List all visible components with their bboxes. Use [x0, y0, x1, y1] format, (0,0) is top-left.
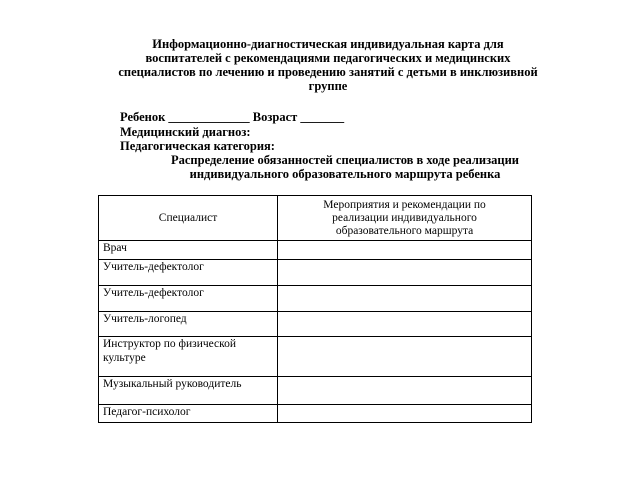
table-row: [99, 286, 532, 312]
specialist-cell: Учитель-дефектолог: [99, 260, 278, 286]
table-subtitle: [150, 153, 540, 181]
table-row: [99, 377, 532, 405]
measures-cell[interactable]: [278, 377, 532, 405]
measures-cell[interactable]: [278, 241, 532, 260]
specialists-table: [98, 195, 532, 423]
specialist-cell: Врач: [99, 241, 278, 260]
table-row: [99, 241, 532, 260]
table-header-row: [99, 196, 532, 241]
specialist-cell: Инструктор по физической культуре: [99, 337, 278, 377]
header-specialist-label: Специалист: [158, 211, 218, 224]
specialist-cell: Педагог-психолог: [99, 405, 278, 423]
header-specialist: [99, 196, 278, 241]
header-measures-line: реализации индивидуального: [332, 211, 477, 224]
specialist-cell: Учитель-дефектолог: [99, 286, 278, 312]
measures-cell[interactable]: [278, 260, 532, 286]
measures-cell[interactable]: [278, 312, 532, 337]
child-info-fields: [120, 110, 540, 154]
category-field: Педагогическая категория:: [120, 139, 275, 153]
measures-cell[interactable]: [278, 286, 532, 312]
title-line: группе: [308, 79, 348, 93]
header-measures: [278, 196, 532, 241]
title-line: специалистов по лечению и проведению занятий с детьми в инклюзивной: [118, 65, 538, 79]
diagnosis-field: Медицинский диагноз:: [120, 124, 251, 139]
table-row: [99, 405, 532, 423]
title-line: воспитателей с рекомендациями педагогических и медицинских: [145, 51, 511, 65]
measures-cell[interactable]: [278, 337, 532, 377]
table-row: [99, 260, 532, 286]
specialist-cell: Учитель-логопед: [99, 312, 278, 337]
subtitle-line: Распределение обязанностей специалистов в ходе реализации: [170, 153, 520, 167]
specialist-cell: Музыкальный руководитель: [99, 377, 278, 405]
title-line: Информационно-диагностическая индивидуальная карта для: [152, 37, 504, 51]
measures-cell[interactable]: [278, 405, 532, 423]
table-row: [99, 337, 532, 377]
child-age-field: Ребенок _____________ Возраст _______: [120, 110, 345, 124]
header-measures-line: Мероприятия и рекомендации по: [323, 198, 486, 211]
table-row: [99, 312, 532, 337]
subtitle-line: индивидуального образовательного маршрута ребенка: [189, 167, 501, 181]
header-measures-line: образовательного маршрута: [335, 224, 474, 237]
document-title: [108, 37, 548, 93]
